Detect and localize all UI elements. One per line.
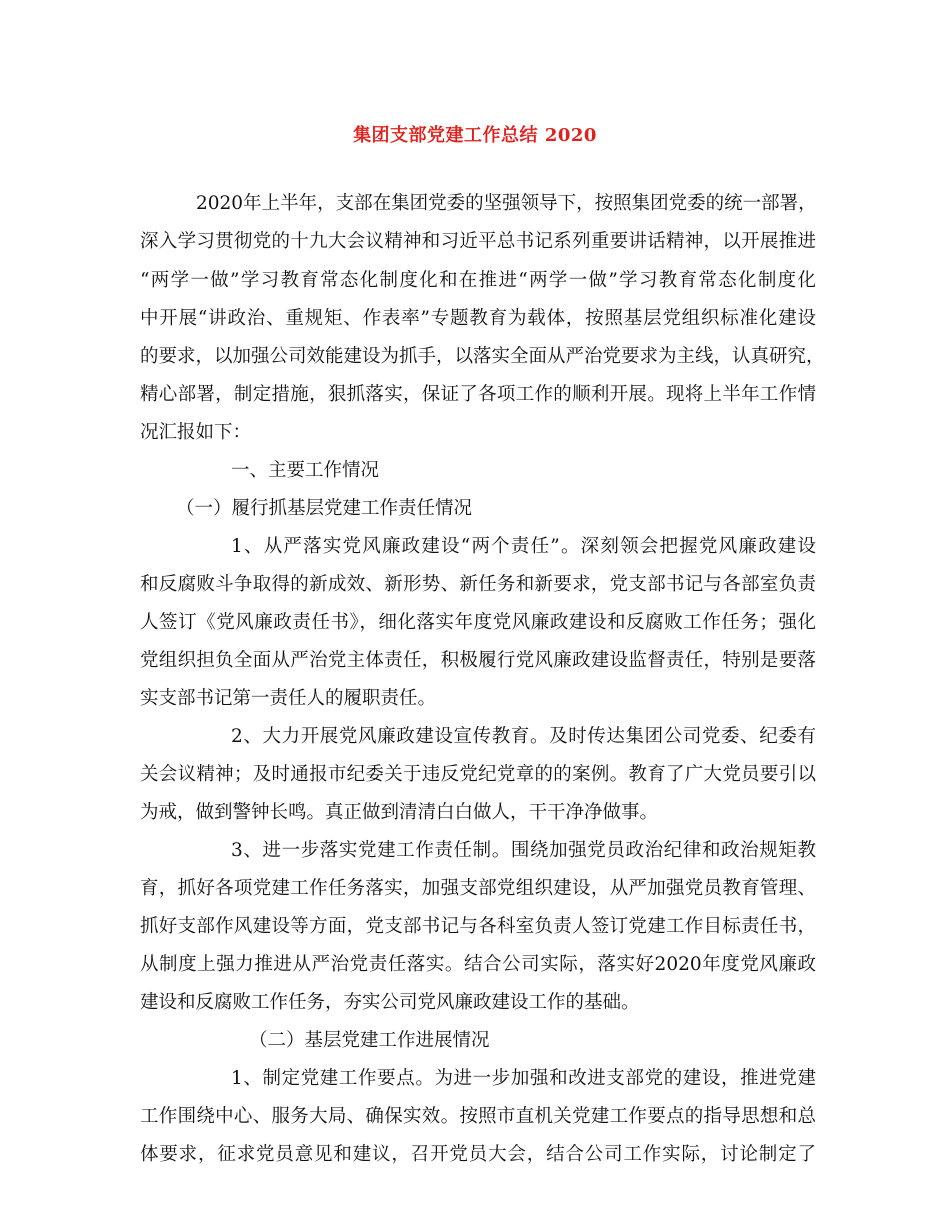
paragraph-line: 2、大力开展党风廉政建设宣传教育。及时传达集团公司党委、纪委有 bbox=[231, 726, 816, 747]
paragraph-line: 精心部署，制定措施，狠抓落实，保证了各项工作的顺利开展。现将上半年工作情 bbox=[140, 384, 816, 405]
paragraph-line: 1、从严落实党风廉政建设“两个责任”。深刻领会把握党风廉政建设 bbox=[231, 536, 816, 557]
paragraph-line: “两学一做”学习教育常态化制度化和在推进“两学一做”学习教育常态化制度化 bbox=[140, 270, 816, 291]
paragraph-line: 况汇报如下： bbox=[140, 422, 252, 443]
paragraph-line: 中开展“讲政治、重规矩、作表率”专题教育为载体，按照基层党组织标准化建设 bbox=[140, 308, 816, 329]
paragraph-line: 2020年上半年，支部在集团党委的坚强领导下，按照集团党委的统一部署， bbox=[196, 193, 817, 214]
subsection-heading: （二）基层党建工作进展情况 bbox=[249, 1030, 490, 1051]
paragraph-line: 育，抓好各项党建工作任务落实，加强支部党组织建设，从严加强党员教育管理、 bbox=[140, 878, 816, 899]
paragraph-line: 建设和反腐败工作任务，夯实公司党风廉政建设工作的基础。 bbox=[140, 992, 640, 1013]
paragraph-line: 为戒，做到警钟长鸣。真正做到清清白白做人，干干净净做事。 bbox=[140, 802, 659, 823]
paragraph-line: 体要求，征求党员意见和建议，召开党员大会，结合公司工作实际，讨论制定了 bbox=[140, 1144, 816, 1165]
paragraph-line: 和反腐败斗争取得的新成效、新形势、新任务和新要求，党支部书记与各部室负责 bbox=[140, 574, 816, 595]
paragraph-line: 人签订《党风廉政责任书》，细化落实年度党风廉政建设和反腐败工作任务；强化 bbox=[140, 612, 816, 633]
document-title: 集团支部党建工作总结 2020 bbox=[353, 125, 597, 146]
paragraph-line: 1、制定党建工作要点。为进一步加强和改进支部党的建设，推进党建 bbox=[231, 1068, 816, 1089]
paragraph-line: 实支部书记第一责任人的履职责任。 bbox=[140, 688, 437, 709]
subsection-heading: （一）履行抓基层党建工作责任情况 bbox=[176, 498, 473, 519]
paragraph-line: 党组织担负全面从严治党主体责任，积极履行党风廉政建设监督责任，特别是要落 bbox=[140, 650, 816, 671]
paragraph-line: 关会议精神；及时通报市纪委关于违反党纪党章的的案例。教育了广大党员要引以 bbox=[140, 764, 816, 785]
paragraph-line: 抓好支部作风建设等方面，党支部书记与各科室负责人签订党建工作目标责任书， bbox=[140, 916, 816, 937]
section-heading: 一、主要工作情况 bbox=[231, 460, 380, 481]
paragraph-line: 从制度上强力推进从严治党责任落实。结合公司实际，落实好2020年度党风廉政 bbox=[140, 954, 816, 975]
paragraph-line: 工作围绕中心、服务大局、确保实效。按照市直机关党建工作要点的指导思想和总 bbox=[140, 1106, 816, 1127]
paragraph-line: 深入学习贯彻党的十九大会议精神和习近平总书记系列重要讲话精神，以开展推进 bbox=[140, 231, 816, 252]
paragraph-line: 的要求，以加强公司效能建设为抓手，以落实全面从严治党要求为主线，认真研究， bbox=[140, 346, 825, 367]
paragraph-line: 3、进一步落实党建工作责任制。围绕加强党员政治纪律和政治规矩教 bbox=[231, 840, 816, 861]
